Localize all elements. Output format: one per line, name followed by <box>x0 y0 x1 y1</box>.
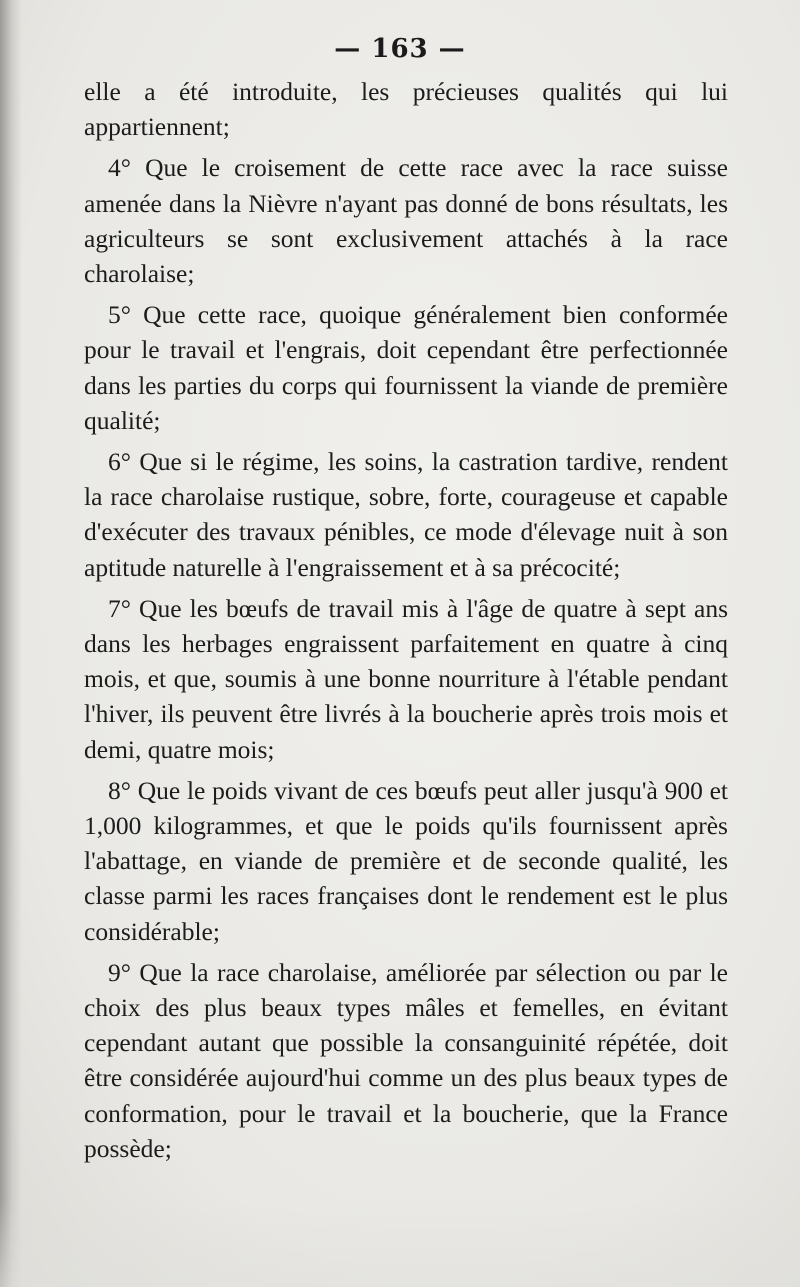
bottom-bleed-through <box>0 1197 800 1287</box>
paragraph-item-9: 9° Que la race charolaise, améliorée par sélection ou par le choix des plus beaux types mâles et femelles, en évitant cependant autant que possible la consanguinité répétée, doit être considérée aujourd'hui comme un des plus beaux types de conformation, pour le travail et la boucherie, que la France possède; <box>84 957 728 1163</box>
paragraph-item-8: 8° Que le poids vivant de ces bœufs peut aller jusqu'à 900 et 1,000 kilogrammes, et que le poids qu'ils fournissent après l'abattage, en viande de première et de seconde qualité, les classe parmi les races françaises dont le rendement est le plus considérable; <box>84 775 728 946</box>
paragraph-item-6: 6° Que si le régime, les soins, la castration tardive, rendent la race charolaise rustique, sobre, forte, courageuse et capable d'exécuter des travaux pénibles, ce mode d'élevage nuit à son aptitude naturelle à l'engraissement et à sa précocité; <box>84 447 728 582</box>
paragraph-item-7: 7° Que les bœufs de travail mis à l'âge de quatre à sept ans dans les herbages engraissent parfaitement en quatre à cinq mois, et que, soumis à une bonne nourriture à l'étable pendant l'hiver, ils peuvent être livrés à la boucherie après trois mois et demi, quatre mois; <box>84 593 728 764</box>
paragraph-item-4: 4° Que le croisement de cette race avec la race suisse amenée dans la Nièvre n'ayant pas donné de bons résultats, les agriculteurs se sont exclusivement attachés à la race charolaise; <box>84 153 728 289</box>
body-text <box>84 74 728 1172</box>
paragraph-item-5: 5° Que cette race, quoique généralement bien conformée pour le travail et l'engrais, doit cependant être perfectionnée dans les parties du corps qui fournissent la viande de première qualité; <box>84 300 728 435</box>
paragraph-continuation: elle a été introduite, les précieuses qualités qui lui appartiennent; <box>84 77 728 142</box>
page-spine-shadow <box>0 0 22 1287</box>
page-number: — 163 — <box>334 34 466 64</box>
